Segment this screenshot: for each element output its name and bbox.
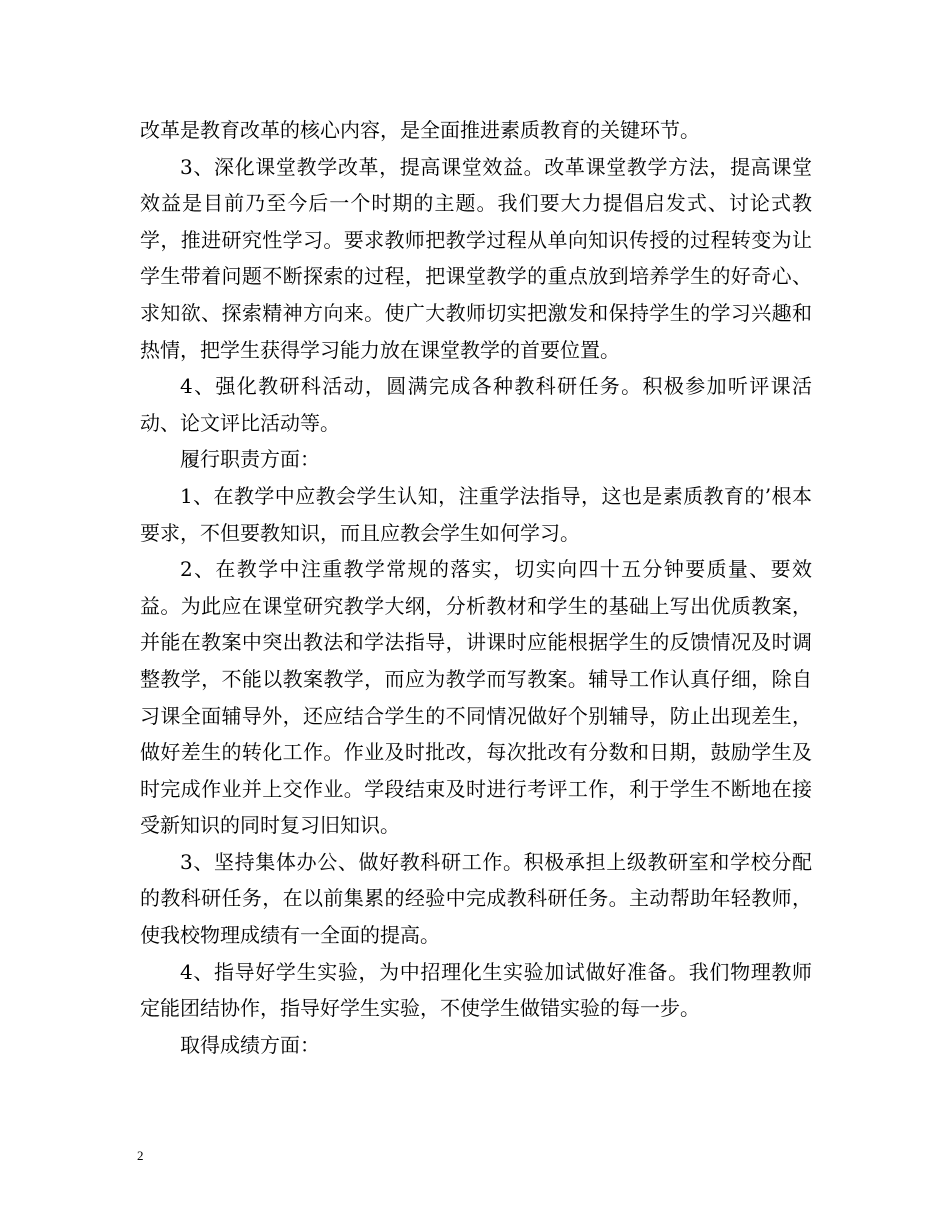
paragraph-continuation: 改革是教育改革的核心内容，是全面推进素质教育的关键环节。 (140, 118, 700, 142)
document-body (140, 112, 812, 1063)
paragraph-duty-1: 1、在教学中应教会学生认知，注重学法指导，这也是素质教育的’根本要求，不但要教知识，而且应教会学生如何学习。 (140, 483, 812, 545)
section-heading-duties: 履行职责方面： (180, 447, 320, 472)
paragraph-duty-2: 2、在教学中注重教学常规的落实，切实向四十五分钟要质量、要效益。为此应在课堂研究教学大纲，分析教材和学生的基础上写出优质教案，并能在教案中突出教法和学法指导，讲课时应能根据学生的反馈情况及时调整教学，不能以教案教学，而应为教学而写教案。辅导工作认真仔细，除自习课全面辅导外，还应结合学生的不同情况做好个别辅导，防止出现差生，做好差生的转化工作。作业及时批改，每次批改有分数和日期，鼓励学生及时完成作业并上交作业。学段结束及时进行考评工作，利于学生不断地在接受新知识的同时复习旧知识。 (140, 557, 812, 838)
section-heading-achievements: 取得成绩方面： (180, 1032, 320, 1057)
paragraph-duty-4: 4、指导好学生实验，为中招理化生实验加试做好准备。我们物理教师定能团结协作，指导好学生实验，不使学生做错实验的每一步。 (140, 959, 812, 1021)
paragraph-classroom-reform: 3、深化课堂教学改革，提高课堂效益。改革课堂教学方法，提高课堂效益是目前乃至今后一个时期的主题。我们要大力提倡启发式、讨论式教学，推进研究性学习。要求教师把教学过程从单向知识传授的过程转变为让学生带着问题不断探索的过程，把课堂教学的重点放到培养学生的好奇心、求知欲、探索精神方向来。使广大教师切实把激发和保持学生的学习兴趣和热情，把学生获得学习能力放在课堂教学的首要位置。 (140, 154, 812, 362)
paragraph-research-activities: 4、强化教研科活动，圆满完成各种教科研任务。积极参加听评课活动、论文评比活动等。 (140, 374, 812, 435)
page-number: 2 (137, 1148, 144, 1163)
paragraph-duty-3: 3、坚持集体办公、做好教科研工作。积极承担上级教研室和学校分配的教科研任务，在以前集累的经验中完成教科研任务。主动帮助年轻教师，使我校物理成绩有一全面的提高。 (140, 849, 812, 948)
